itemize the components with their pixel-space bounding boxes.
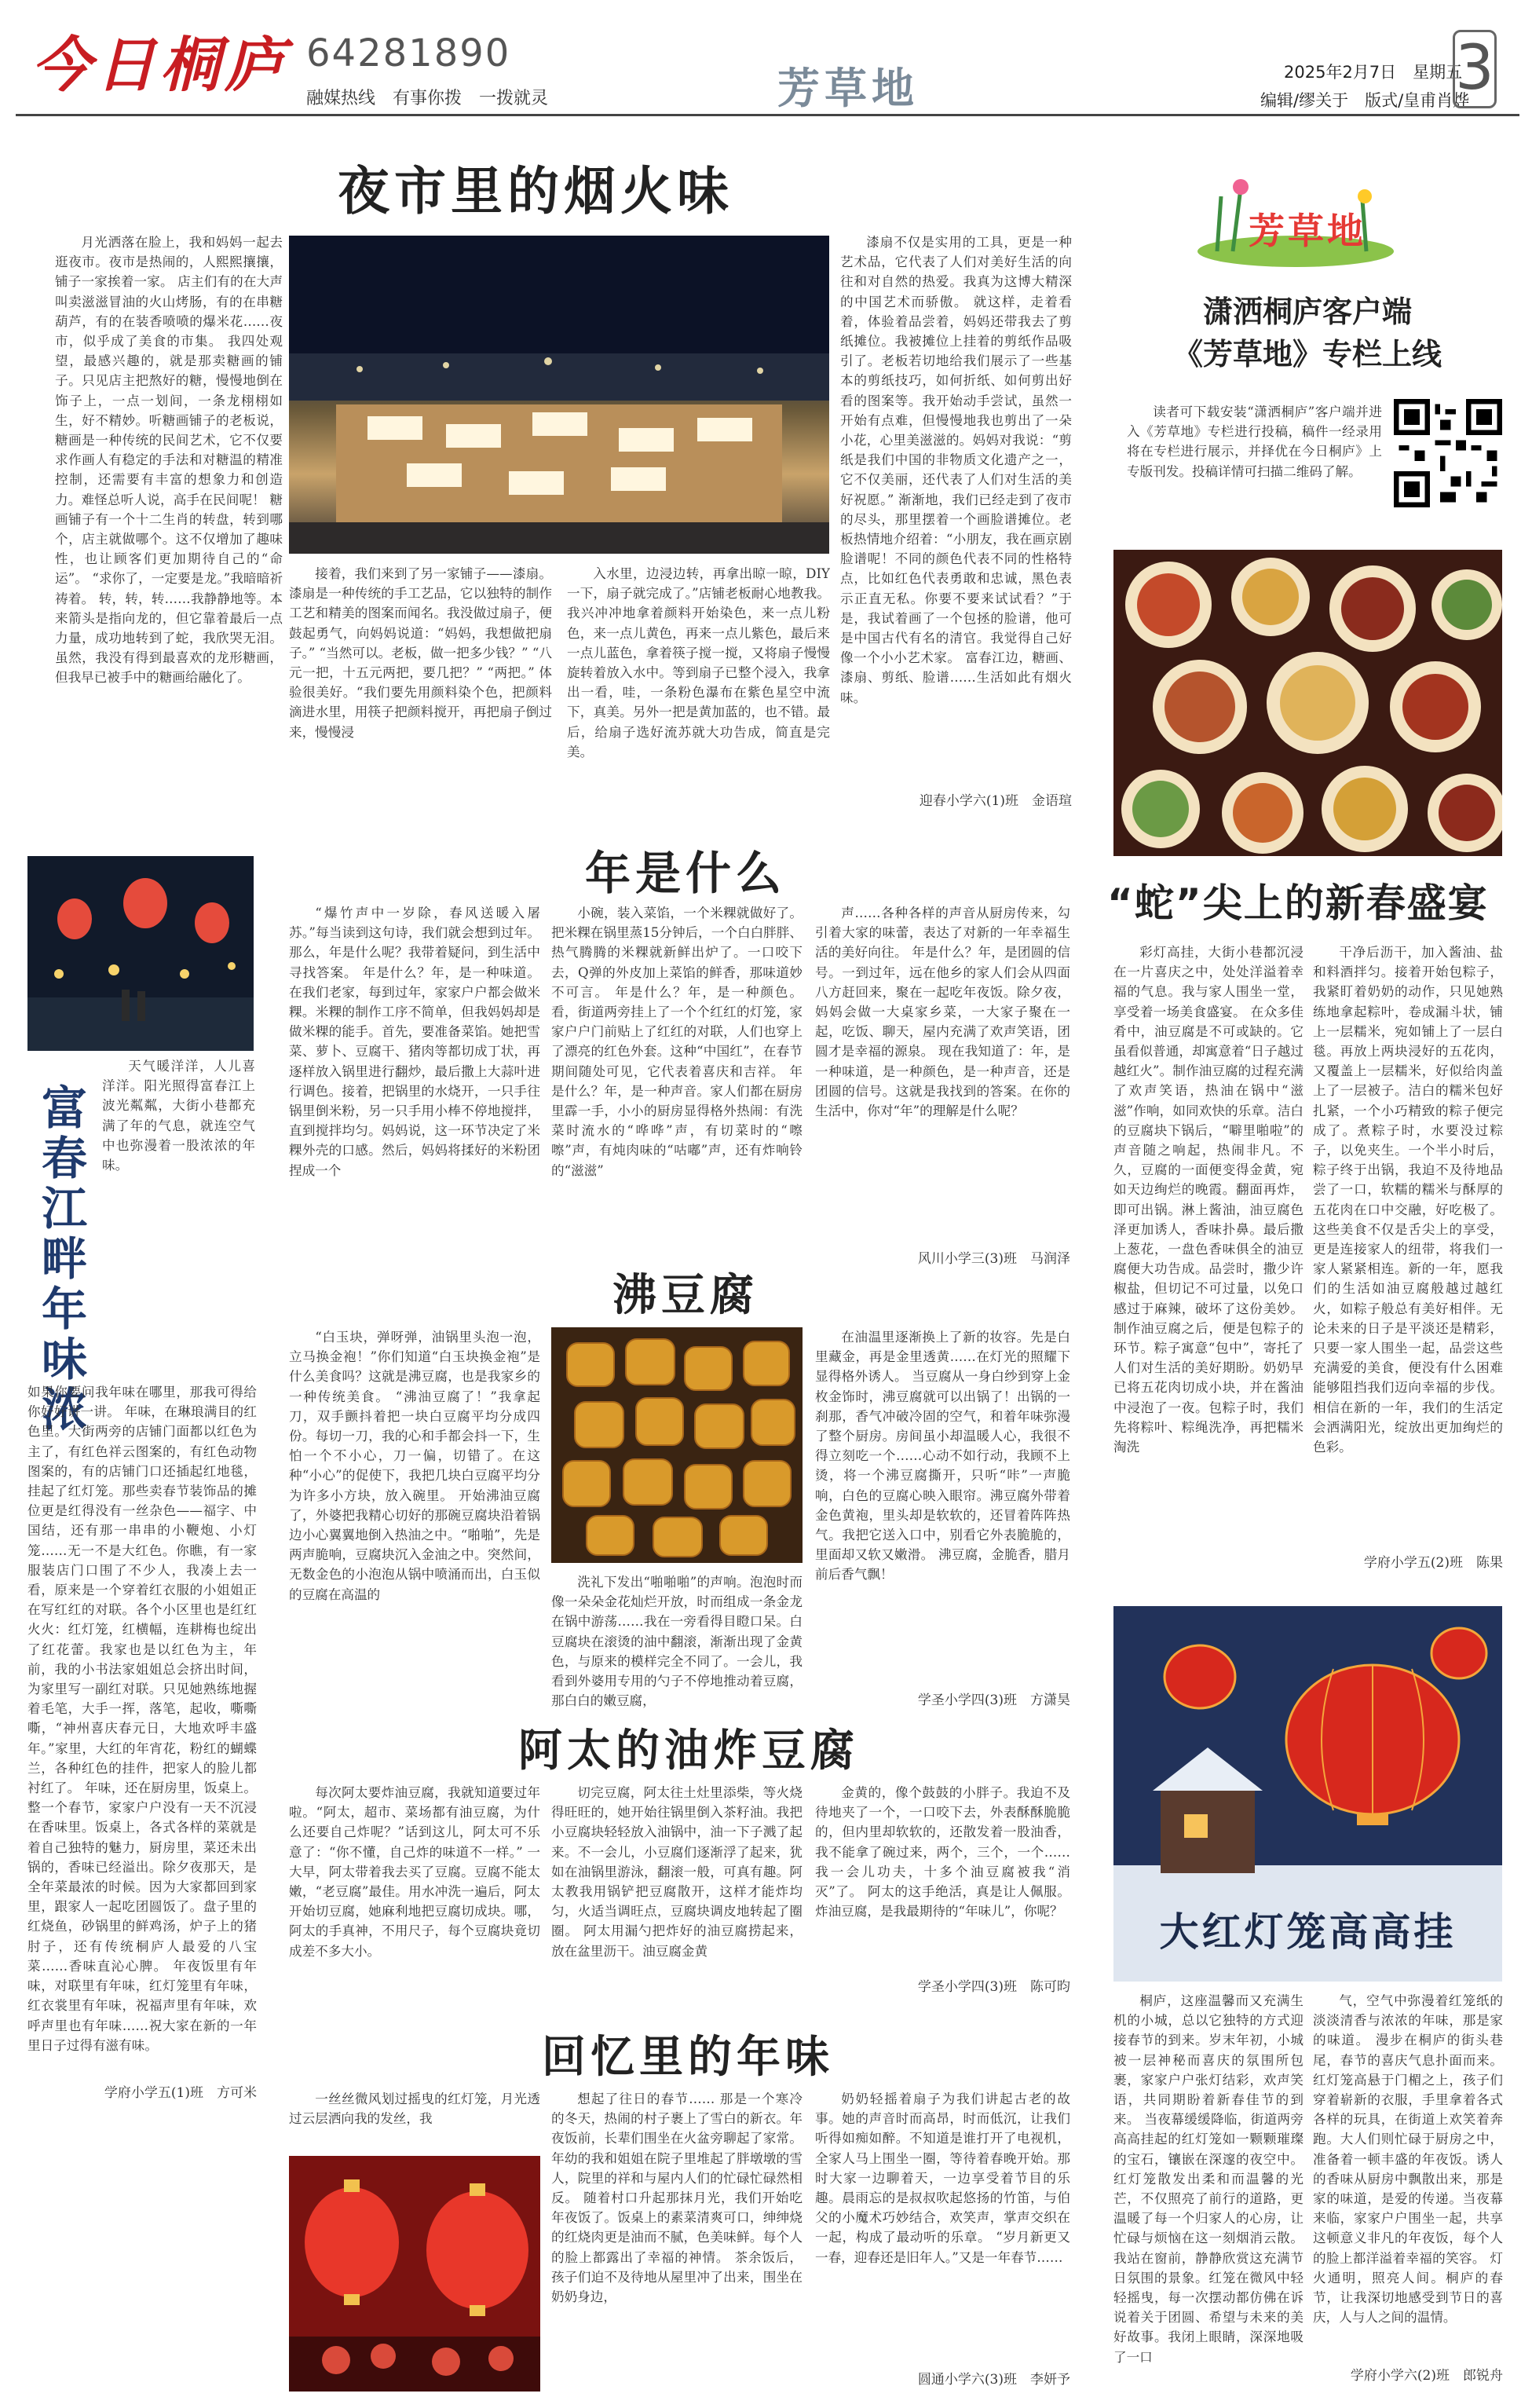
article-column: 入水里，边浸边转，再拿出晾一晾，DIY一下，扇子就完成了。”店铺老板耐心地教我。 我兴冲冲地拿着颜料开始染色，来一点儿粉色，来一点儿黄色，再来一点儿紫色，最后来一点儿蓝色，拿着筷子搅一搅，又将扇子慢慢旋转着放入水中。等到扇子已整个浸入，我拿出一看，哇，一条粉色瀑布在紫色星空中流下，真美。另外一把是黄加蓝的，也不错。最后，给扇子选好流苏就大功告成，简直是完美。 (567, 566, 830, 759)
article-title-great-grandma-tofu: 阿太的油炸豆腐 (518, 1725, 859, 1777)
article-column-continued (27, 1382, 257, 2073)
newspaper-logo: 今日桐庐 (31, 30, 289, 100)
promo-title: 潇洒桐庐客户端 (1202, 295, 1412, 329)
article-column: 奶奶轻摇着扇子为我们讲起古老的故事。她的声音时而高昂，时而低沉，让我们听得如痴如醉。不知道是谁打开了电视机，全家人马上围坐一圈，等待着春晚开始。那时大家一边聊着天，一边享受着节目的乐趣。晨雨忘的是叔叔吹起悠扬的竹笛，与伯父的小魔术巧妙结合，欢笑声，掌声交织在一起，构成了最动听的乐章。 “岁月新更又一春，迎春还是旧年人。”又是一年春节…… (815, 2091, 1070, 2265)
article-column: 在油温里逐渐换上了新的妆容。先是白里藏金，再是金里透黄……在灯光的照耀下显得格外诱人。 当豆腐从一身白纱到穿上金枚金饰时，沸豆腐就可以出锅了！出锅的一刹那，香气冲破冷固的空气，和着年味弥漫了整个厨房。房间虽小却温暖人心，我很不得立刻吃一个……心动不如行动，我顾不上烫，将一个沸豆腐撕开，只听“咔”一声脆响，白色的豆腐心映入眼帘。沸豆腐外带着金色黄袍，里头却是软软的，还冒着阵阵热气。我把它送入口中，别看它外表脆脆的，里面却又软又嫩滑。 沸豆腐，金脆香，腊月前后香气飘！ (815, 1330, 1070, 1583)
article-column: 气，空气中弥漫着红笼纸的淡淡清香与浓浓的年味，那是家的味道。 漫步在桐庐的街头巷尾，春节的喜庆气息扑面而来。红灯笼高悬于门楣之上，孩子们穿着崭新的衣服，手里拿着各式各样的玩具，在街道上欢笑着奔跑。大人们则忙碌于厨房之中，准备着一顿丰盛的年夜饭。诱人的香味从厨房中飘散出来，那是家的味道，是爱的传递。当夜幕来临，家家户户围坐一起，共享这顿意义非凡的年夜饭，每个人的脸上都洋溢着幸福的笑容。 灯火通明，照亮人间。桐庐的春节，让我深切地感受到节日的喜庆，人与人之间的温情。 (1313, 1993, 1503, 2326)
column-banner (1186, 165, 1406, 275)
page-number: 3 (1453, 30, 1497, 108)
article-byline: 学府小学五(1)班 方可米 (104, 2085, 257, 2101)
article-column: 声……各种各样的声音从厨房传来，勾引着大家的味蕾，表达了对新的一年幸福生活的美好向往。 年是什么？年，是团圆的信号。一到过年，远在他乡的家人们会从四面八方赶回来，聚在一起吃年夜饭。除夕夜，妈妈会做一大桌家乡菜，一大家子聚在一起，吃饭、聊天，屋内充满了欢声笑语，团圆才是幸福的源泉。 现在我知道了：年，是一种味道，是一种颜色，是一种声音，还是团圆的信号。这就是我找到的答案。在你的生活中，你对“年”的理解是什么呢？ (815, 906, 1070, 1119)
article-column: 月光洒落在脸上，我和妈妈一起去逛夜市。夜市是热闹的，人熙熙攘攘，铺子一家挨着一家。 店主们有的在大声叫卖滋滋冒油的火山烤肠，有的在串糖葫芦，有的在装香喷喷的爆米花……夜市，似乎成了美食的市集。 我四处观望，最感兴趣的，就是那卖糖画的铺子。只见店主把熬好的糖，慢慢地倒在饰子上，一点一划间，一条龙栩栩如生，好不精妙。听糖画铺子的老板说，糖画是一种传统的民间艺术，它不仅要求作画人有稳定的手法和对糖温的精准控制，还需要有丰富的想象力和创造力。难怪总听人说，高手在民间呢！ 糖画铺子有一个十二生肖的转盘，转到哪个，店主就做哪个。这不仅增加了趣味性，也让顾客们更加期待自己的“命运”。 “求你了，一定要是龙。”我暗暗祈祷着。 转，转，转……我静静地等。本来箭头是指向龙的，但它靠着最后一点力量，成功地转到了蛇，我欣哭无泪。虽然，我没有得到最喜欢的龙形糖画，但我早已被手中的糖画给融化了。 (55, 235, 283, 686)
article-byline: 圆通小学六(3)班 李妍予 (917, 2372, 1070, 2388)
promo-body: 读者可下载安装“潇洒桐庐”客户端并进入《芳草地》专栏进行投稿，稿件一经录用将在专栏进行展示，并择优在今日桐庐》上专版刊发。投稿详情可扫描二维码了解。 (1127, 404, 1382, 479)
qr-code[interactable] (1394, 399, 1502, 507)
article-byline: 学府小学六(2)班 郎锐舟 (1350, 2368, 1503, 2384)
hotline-number: 64281890 (306, 31, 511, 75)
article-column: “白玉块，弹呀弹，油锅里头泡一泡，立马换金袍！”你们知道“白玉块换金袍”是什么美食吗？这就是沸豆腐，也是我家乡的一种传统美食。 “沸油豆腐了！”我拿起刀，双手颤抖着把一块白豆腐平均分成四份。每切一刀，我的心和手都会抖一下，生怕一个不小心，刀一偏，切错了。在这种“小心”的促使下，我把几块白豆腐平均分为许多小方块，放入碗里。 开始沸油豆腐了，外婆把我精心切好的那碗豆腐块沿着锅边小心翼翼地倒入热油之中。“啪啪”，先是两声脆响，豆腐块沉入金油之中。突然间，无数金色的小泡泡从锅中喷涌而出，白玉似的豆腐在高温的 (289, 1330, 540, 1602)
new-year-feast-photo (1113, 550, 1502, 856)
article-byline: 风川小学三(3)班 马润泽 (917, 1251, 1070, 1267)
editor-credits: 编辑/缪关于 版式/皇甫肖烨 (1260, 91, 1470, 110)
section-name: 芳草地 (777, 63, 919, 113)
article-column: 一丝丝微风划过摇曳的红灯笼，月光透过云层洒向我的发丝，我 (289, 2091, 540, 2127)
article-column: 金黄的，像个鼓鼓的小胖子。我迫不及待地夹了一个，一口咬下去，外表酥酥脆脆的，但内里却软软的，还散发着一股油香，我不能拿了碗过来，两个，三个，一个……我一会儿功夫，十多个油豆腐被我“消灭”了。 阿太的这手绝活，真是让人佩服。炸油豆腐，是我最期待的“年味儿”，你呢？ (815, 1785, 1070, 1919)
fried-tofu-photo (551, 1327, 803, 1563)
article-byline: 迎春小学六(1)班 金语瑄 (919, 793, 1072, 809)
new-year-decoration-photo (289, 2156, 540, 2392)
article-byline: 学圣小学四(3)班 陈可昀 (917, 1979, 1070, 1995)
article-column: 漆扇不仅是实用的工具，更是一种艺术品，它代表了人们对美好生活的向往和对自然的热爱。我真为这博大精深的中国艺术而骄傲。 就这样，走着看着，体验着品尝着，妈妈还带我去了剪纸摊位。我被摊位上挂着的剪纸作品吸引了。老板若切地给我们展示了一些基本的剪纸技巧，如何折纸、如何剪出好看的图案等。我开始动手尝试，虽然一开始有点难，但慢慢地我也剪出了一朵小花，心里美滋滋的。妈妈对我说：“剪纸是我们中国的非物质文化遗产之一，它不仅美丽，还代表了人们对生活的美好祝愿。” 渐渐地，我们已经走到了夜市的尽头，那里摆着一个画脸谱摊位。老板热情地介绍着：“小朋友，我在画京剧脸谱呢！不同的颜色代表不同的性格特点，比如红色代表勇敢和忠诚，黑色表示正直无私。你要不要来试试看？”于是，我试着画了一个包拯的脸谱，他可是中国古代有名的清官。我觉得自己好像一个小小艺术家。 富春江边，糖画、漆扇、剪纸、脸谱……生活如此有烟火味。 (840, 235, 1072, 705)
article-title-fuchun-river: 富春江畔年味浓 (34, 1084, 87, 1436)
article-column: 切完豆腐，阿太往土灶里添柴，等火烧得旺旺的，她开始往锅里倒入茶籽油。我把小豆腐块轻轻放入油锅中，油一下子溅了起来。不一会儿，小豆腐们逐渐浮了起来，犹如在油锅里游泳，翻滚一般，可真有趣。阿太教我用锅铲把豆腐散开，这样才能炸均匀，火适当调旺点，豆腐块调皮地转起了圈圈。 阿太用漏勺把炸好的油豆腐捞起来，放在盆里沥干。油豆腐金黄 (551, 1785, 803, 1959)
article-column-top: 天气暖洋洋，人儿喜洋洋。阳光照得富春江上波光粼粼，大街小巷都充满了年的气息，就连空气中也弥漫着一股浓浓的年味。 (102, 1059, 255, 1173)
masthead-rule (16, 114, 1519, 116)
article-title-what-is-new-year: 年是什么 (585, 847, 787, 900)
issue-date: 2025年2月7日 星期五 (1284, 63, 1463, 82)
banner-text: 芳草地 (1249, 210, 1366, 252)
article-title-red-lanterns: 大红灯笼高高挂 (1159, 1909, 1457, 1955)
article-title-memory: 回忆里的年味 (542, 2032, 834, 2083)
article-title-night-market: 夜市里的烟火味 (338, 161, 733, 221)
riverside-lantern-photo (27, 856, 254, 1051)
article-column: 想起了往日的春节…… 那是一个寒冷的冬天，热闹的村子裹上了雪白的新衣。年夜饭前，长辈们围坐在火盆旁聊起了家常。年幼的我和姐姐在院子里堆起了胖墩墩的雪人，院里的祥和与屋内人们的忙碌忙碌然相反。 随着村口升起那抹月光，我们开始吃年夜饭了。饭桌上的素菜清爽可口，绅绅烧的红烧肉更是油而不腻，色美味鲜。每个人的脸上都露出了幸福的神情。 茶余饭后，孩子们迫不及待地从屋里冲了出来，围坐在奶奶身边， (551, 2091, 803, 2305)
article-column: 桐庐，这座温馨而又充满生机的小城，总以它独特的方式迎接春节的到来。岁末年初，小城被一层神秘而喜庆的氛围所包裹，家家户户张灯结彩，欢声笑语，共同期盼着新春佳节的到来。 当夜幕缓缓降临，街道两旁高高挂起的红灯笼如一颗颗璀璨的宝石，镶嵌在深邃的夜空中。红灯笼散发出柔和而温馨的光芒，不仅照亮了前行的道路，更温暖了每一个归家人的心房，让忙碌与烦恼在这一刻烟消云散。 我站在窗前，静静欣赏这充满节日氛围的景象。红笼在微风中轻轻摇曳，每一次摆动都仿佛在诉说着关于团圆、希望与未来的美好故事。我闭上眼睛，深深地吸了一口 (1113, 1993, 1303, 2365)
article-title-fried-tofu: 沸豆腐 (612, 1270, 759, 1321)
article-byline: 学圣小学四(3)班 方潇昊 (917, 1693, 1070, 1708)
hotline-slogan: 融媒热线 有事你拨 一拨就灵 (306, 89, 549, 108)
article-continued-text: 如果你要问我年味在哪里，那我可得给你好好讲一讲。 年味，在琳琅满目的红色里。大街两旁的店铺门面都以红色为主了，有红色祥云图案的，有红色动物图案的，有的店铺门口还插起红地毯，挂起了红灯笼。那些卖春节装饰品的摊位更是红得没有一丝杂色——福字、中国结，还有那一串串的小鞭炮、小灯笼……无一不是大红色。你瞧，有一家服装店门口围了不少人，我凑上去一看，原来是一个穿着红衣服的小姐姐正在写红红的对联。各个小区里也是红红火火：红灯笼，红横幅，连耕梅也绽出了红花蕾。我家也是以红色为主，年前，我的小书法家姐姐总会挤出时间，为家里写一副红对联。只见她熟练地握着毛笔，大手一挥，落笔，起收，嘶嘶嘶，“神州喜庆春元日，大地欢呼丰盛年。”家里，大红的年宵花，粉红的蝴蝶兰，各种红色的挂件，把家人的脸儿都衬红了。 年味，还在厨房里，饭桌上。整一个春节，家家户户没有一天不沉浸在香味里。饭桌上，各式各样的菜就是着自己独特的魅力，厨房里，菜还未出锅的，香味已经溢出。除夕夜那天，是全年菜最浓的时候。因为大家都回到家里，跟家人一起吃团圆饭了。盘子里的红烧鱼，砂锅里的鲜鸡汤，炉子上的猪肘子，还有传统桐庐人最爱的八宝菜……香味直沁心脾。 年夜饭里有年味，对联里有年味，红灯笼里有年味，红衣裳里有年味，祝福声里有年味，欢呼声里也有年味……祝大家在新的一年里日子过得有滋有味。 (27, 1385, 257, 2053)
article-column: 小碗，装入菜馅，一个米粿就做好了。把米粿在锅里蒸15分钟后，一个白白胖胖、热气腾腾的米粿就新鲜出炉了。一口咬下去，Q弹的外皮加上菜馅的鲜香，那味道妙不可言。 年是什么？年，是一种颜色。看，街道两旁挂上了一个个红红的灯笼，家家户户门前贴上了红红的对联，人们也穿上了漂亮的红色外套。这种“中国红”，在春节期间随处可见，它代表着喜庆和吉祥。 年是什么？年，是一种声音。家人们都在厨房里霹一手，小小的厨房显得格外热闹：有洗菜时流水的“哗哗”声，有切菜时的“嚓嚓”声，有炖肉味的“咕嘟”声，还有炸响铃的“滋滋” (551, 906, 803, 1178)
article-column: 每次阿太要炸油豆腐，我就知道要过年啦。“阿太，超市、菜场都有油豆腐，为什么还要自己炸呢？”话到这儿，阿太可不乐意了：“你不懂，自己炸的味道不一样。” 一大早，阿太带着我去买了豆腐。豆腐不能太嫩，“老豆腐”最佳。用水冲洗一遍后，阿太开始切豆腐，她麻利地把豆腐切成块。哪，阿太的手真神，不用尺子，每个豆腐块竟切成差不多大小。 (289, 1785, 540, 1959)
night-market-photo (289, 236, 829, 554)
article-column: 接着，我们来到了另一家铺子——漆扇。漆扇是一种传统的手工艺品，它以独特的制作工艺和精美的图案而闻名。我没做过扇子，便鼓起勇气，向妈妈说道：“妈妈，我想做把扇子。” “当然可以。老板，做一把多少钱？” “八元一把，十五元两把，要几把？” “两把。” 体验很美好。“我们要先用颜料染个色，把颜料滴进水里，用筷子把颜料搅开，再把扇子倒过来，慢慢浸 (289, 566, 552, 740)
red-lantern-illustration (1113, 1606, 1502, 1982)
article-column: “爆竹声中一岁除，春风送暖入屠苏。”每当读到这句诗，我们就会想到过年。那么，年是什么呢？我带着疑问，到生活中寻找答案。 年是什么？年，是一种味道。在我们老家，每到过年，家家户户都会做米粿。米粿的制作工序不简单，但我妈妈却是做米粿的能手。首先，要准备菜馅。她把雪菜、萝卜、豆腐干、猪肉等都切成丁状，再逐样放入锅里进行翻炒，最后撒上大蒜叶进行调色。接着，把锅里的水烧开，一只手往锅里倒米粉，另一只手用小棒不停地搅拌，直到搅拌均匀。妈妈说，这一环节决定了米粿外壳的口感。然后，妈妈将揉好的米粉团捏成一个 (289, 906, 540, 1178)
article-column: 洗礼下发出“啪啪啪”的声响。泡泡时而像一朵朵金花灿烂开放，时而组成一条金龙在锅中游荡……我在一旁看得目瞪口呆。白豆腐块在滚烫的油中翻滚，渐渐出现了金黄色，与原来的模样完全不同了。一会儿，我看到外婆用专用的勺子不停地推动着豆腐，那白白的嫩豆腐， (551, 1575, 803, 1709)
article-column: 干净后沥干，加入酱油、盐和料酒拌匀。接着开始包粽子，我紧盯着奶奶的动作，只见她熟练地拿起粽叶，卷成漏斗状，铺上一层糯米，宛如铺上了一层白毯。再放上两块浸好的五花肉，又覆盖上一层糯米，好似给肉盖上了一层被子。洁白的糯米包好扎紧，一个小巧精致的粽子便完成了。煮粽子时，水要没过粽子，以免夹生。一个半小时后，粽子终于出锅，我迫不及待地品尝了一口，软糯的糯米与酥厚的五花肉在口中交融，好吃极了。 这些美食不仅是舌尖上的享受，更是连接家人的纽带，将我们一家人紧紧相连。新的一年，愿我们的生活如油豆腐般越过越红火，如粽子般总有美好相伴。无论未来的日子是平淡还是精彩，只要一家人围坐一起，品尝这些充满爱的美食，便没有什么困难能够阻挡我们迈向幸福的步伐。 相信在新的一年，我们的生活定会洒满阳光，绽放出更加绚烂的色彩。 (1313, 945, 1503, 1455)
article-title-feast: “蛇”尖上的新春盛宴 (1107, 880, 1489, 926)
article-column: 彩灯高挂，大街小巷都沉浸在一片喜庆之中，处处洋溢着幸福的气息。我与家人围坐一堂，享受着一场美食盛宴。 在众多佳肴中，油豆腐是不可或缺的。它虽看似普通，却寓意着“日子越过越红火”。制作油豆腐的过程充满了欢声笑语，热油在锅中“滋滋”作响，如同欢快的乐章。洁白的豆腐块下锅后，“噼里啪啦”的声音随之响起，热闹非凡。不久，豆腐的一面便变得金黄，宛如天边绚烂的晚霞。翻面再炸，即可出锅。淋上酱油，油豆腐色泽更加诱人，香味扑鼻。最后撒上葱花，一盘色香味俱全的油豆腐便大功告成。品尝时，撒少许椒盐，但切记不可过量，以免口感过于麻辣，破坏了这份美妙。 制作油豆腐之后，便是包粽子的环节。粽子寓意“包中”，寄托了人们对生活的美好期盼。奶奶早已将五花肉切成小块，并在酱油中浸泡了一夜。包粽子时，我们先将粽叶、粽绳洗净，再把糯米淘洗 (1113, 945, 1303, 1455)
article-byline: 学府小学五(2)班 陈果 (1363, 1555, 1503, 1571)
promo-subtitle: 《芳草地》专栏上线 (1172, 337, 1442, 371)
